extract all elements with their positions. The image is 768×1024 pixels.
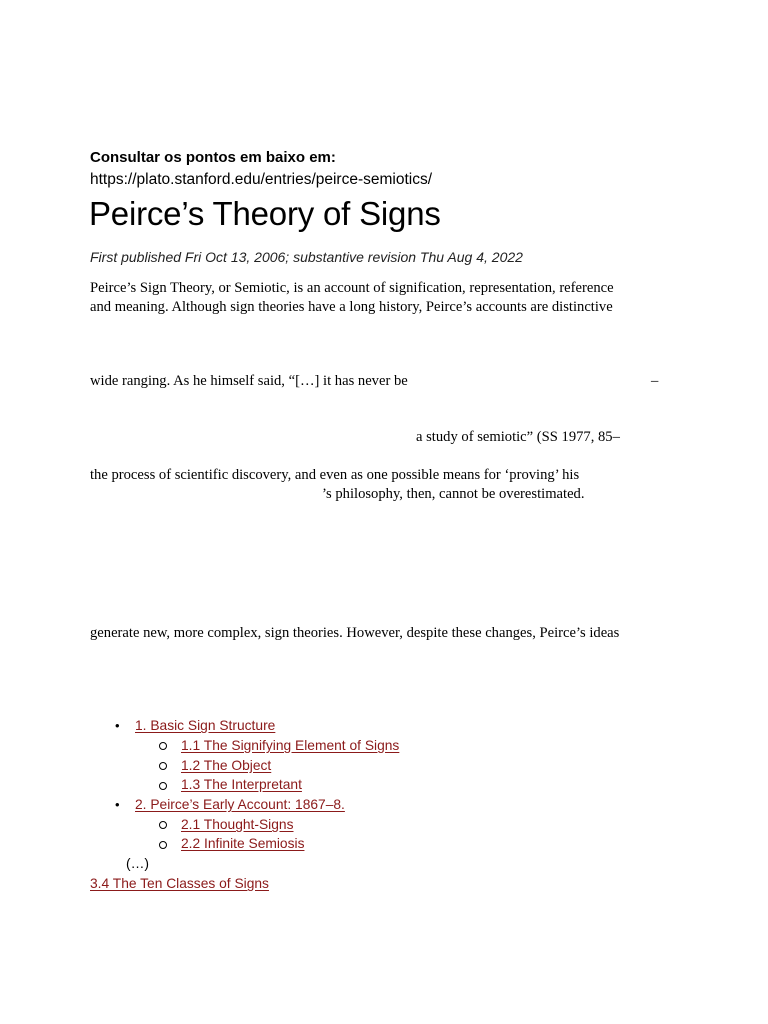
toc-link-ten-classes[interactable]: 3.4 The Ten Classes of Signs xyxy=(90,876,269,891)
toc-link-the-object[interactable]: 1.2 The Object xyxy=(181,758,272,773)
circle-bullet-icon xyxy=(159,782,167,790)
toc-link-signifying-element[interactable]: 1.1 The Signifying Element of Signs xyxy=(181,738,400,753)
paragraph-dash: – xyxy=(651,373,659,389)
bullet-icon: • xyxy=(115,718,120,733)
toc-link-infinite-semiosis[interactable]: 2.2 Infinite Semiosis xyxy=(181,836,305,851)
paragraph-line: and meaning. Although sign theories have a long history, Peirce’s accounts are distinctive xyxy=(90,299,613,315)
publication-info: First published Fri Oct 13, 2006; substantive revision Thu Aug 4, 2022 xyxy=(90,249,523,265)
toc-link-thought-signs[interactable]: 2.1 Thought-Signs xyxy=(181,817,294,832)
page-title: Peirce’s Theory of Signs xyxy=(89,195,441,232)
intro-heading: Consultar os pontos em baixo em: xyxy=(90,149,336,166)
toc-link-the-interpretant[interactable]: 1.3 The Interpretant xyxy=(181,777,302,792)
intro-url: https://plato.stanford.edu/entries/peirce-semiotics/ xyxy=(90,171,433,188)
paragraph-fragment: a study of semiotic” (SS 1977, 85– xyxy=(416,429,620,445)
circle-bullet-icon xyxy=(159,762,167,770)
toc-ellipsis: (…) xyxy=(126,856,149,871)
paragraph-fragment: the process of scientific discovery, and even as one possible means for ‘proving’ his xyxy=(90,467,580,483)
bullet-icon: • xyxy=(115,797,120,812)
circle-bullet-icon xyxy=(159,841,167,849)
paragraph-line: Peirce’s Sign Theory, or Semiotic, is an account of signification, representation, reference xyxy=(90,280,614,296)
circle-bullet-icon xyxy=(159,742,167,750)
paragraph-fragment: wide ranging. As he himself said, “[…] it has never be xyxy=(90,373,408,389)
circle-bullet-icon xyxy=(159,821,167,829)
toc-link-early-account[interactable]: 2. Peirce’s Early Account: 1867–8. xyxy=(135,797,345,812)
paragraph-fragment: ’s philosophy, then, cannot be overestimated. xyxy=(322,486,585,502)
toc-link-basic-sign-structure[interactable]: 1. Basic Sign Structure xyxy=(135,718,276,733)
paragraph-fragment: generate new, more complex, sign theories. However, despite these changes, Peirce’s ideas xyxy=(90,625,620,641)
